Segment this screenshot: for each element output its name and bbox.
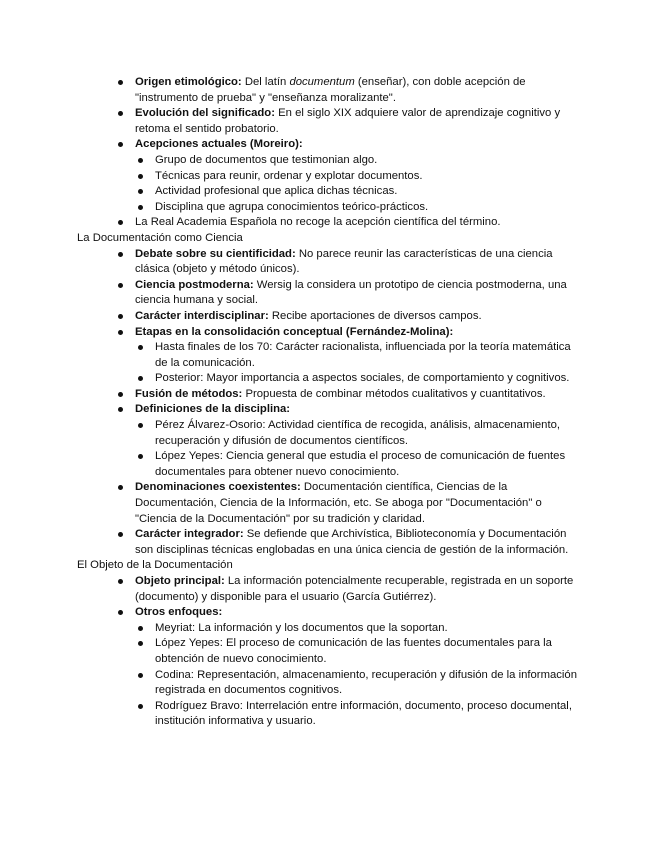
section3-list bbox=[0, 574, 655, 730]
bullet-icon bbox=[118, 314, 123, 319]
sub-list-item: Técnicas para reunir, ordenar y explotar documentos. bbox=[155, 169, 581, 185]
bullet-icon bbox=[138, 158, 143, 163]
list-item: Debate sobre su cientificidad: No parece reunir las características de una ciencia clásica (objeto y método únicos). bbox=[135, 247, 581, 278]
bullet-icon bbox=[118, 252, 123, 257]
section-heading: La Documentación como Ciencia bbox=[77, 231, 243, 244]
sub-list-item: Posterior: Mayor importancia a aspectos sociales, de comportamiento y cognitivos. bbox=[155, 371, 581, 387]
section2-list bbox=[0, 247, 655, 559]
sub-list-item: Grupo de documentos que testimonian algo. bbox=[155, 153, 581, 169]
sublist bbox=[135, 153, 581, 215]
bullet-icon bbox=[118, 283, 123, 288]
bullet-icon bbox=[138, 376, 143, 381]
section1-list bbox=[0, 75, 655, 231]
sub-list-item: Actividad profesional que aplica dichas técnicas. bbox=[155, 184, 581, 200]
sub-list-item: López Yepes: Ciencia general que estudia el proceso de comunicación de fuentes documentales para obtener nuevo conocimiento. bbox=[155, 449, 581, 480]
bullet-icon bbox=[138, 345, 143, 350]
sub-list-item: Hasta finales de los 70: Carácter racionalista, influenciada por la teoría matemática de la comunicación. bbox=[155, 340, 581, 371]
bullet-icon bbox=[118, 579, 123, 584]
list-item: Ciencia postmoderna: Wersig la considera un prototipo de ciencia postmoderna, una ciencia humana y social. bbox=[135, 278, 581, 309]
bullet-icon bbox=[138, 704, 143, 709]
list-item: Objeto principal: La información potencialmente recuperable, registrada en un soporte (documento) y disponible para el usuario (García Gutiérrez). bbox=[135, 574, 581, 605]
bullet-icon bbox=[118, 111, 123, 116]
bullet-icon bbox=[118, 610, 123, 615]
bullet-icon bbox=[138, 423, 143, 428]
bullet-icon bbox=[138, 641, 143, 646]
sublist bbox=[135, 340, 581, 387]
bullet-icon bbox=[118, 407, 123, 412]
list-item: La Real Academia Española no recoge la acepción científica del término. bbox=[135, 215, 581, 231]
bullet-icon bbox=[118, 392, 123, 397]
bullet-icon bbox=[138, 205, 143, 210]
section-heading: El Objeto de la Documentación bbox=[77, 559, 233, 572]
sub-list-item: Pérez Álvarez-Osorio: Actividad científica de recogida, análisis, almacenamiento, recuperación y difusión de documentos científicos. bbox=[155, 418, 581, 449]
list-item: Carácter interdisciplinar: Recibe aportaciones de diversos campos. bbox=[135, 309, 581, 325]
sub-list-item: Codina: Representación, almacenamiento, recuperación y difusión de la información registrada en documentos cognitivos. bbox=[155, 668, 581, 699]
sub-list-item: Disciplina que agrupa conocimientos teórico-prácticos. bbox=[155, 200, 581, 216]
list-item: Otros enfoques: Meyriat: La información y los documentos que la soportan. López Yepes: El proceso de comunicación de las fuentes documentales para la obtención de nuevo conocimiento. Codina: Representación, almacenamiento, recuperación y difusión de la información registrada en documentos cognitivos. Rodríguez Bravo: Interrelación entre información, documento, proceso documental, institución informativa y usuario. bbox=[135, 605, 581, 730]
list-item: Denominaciones coexistentes: Documentación científica, Ciencias de la Documentación, Ciencia de la Información, etc. Se aboga por "Documentación" o "Ciencia de la Documentación" por su tradición y claridad. bbox=[135, 480, 581, 527]
list-item: Origen etimológico: Del latín documentum (enseñar), con doble acepción de "instrumento de prueba" y "enseñanza moralizante". bbox=[135, 75, 581, 106]
sub-list-item: Meyriat: La información y los documentos que la soportan. bbox=[155, 621, 581, 637]
bullet-icon bbox=[118, 485, 123, 490]
list-item: Carácter integrador: Se defiende que Archivística, Biblioteconomía y Documentación son disciplinas técnicas englobadas en una única ciencia de gestión de la información. bbox=[135, 527, 581, 558]
sublist bbox=[135, 418, 581, 480]
bullet-icon bbox=[138, 626, 143, 631]
bullet-icon bbox=[118, 532, 123, 537]
list-item: Evolución del significado: En el siglo XIX adquiere valor de aprendizaje cognitivo y retoma el sentido probatorio. bbox=[135, 106, 581, 137]
bullet-icon bbox=[138, 174, 143, 179]
sublist bbox=[135, 621, 581, 730]
list-item: Etapas en la consolidación conceptual (Fernández-Molina): Hasta finales de los 70: Carácter racionalista, influenciada por la teoría matemática de la comunicación. Posterior: Mayor importancia a aspectos sociales, de comportamiento y cognitivos. bbox=[135, 325, 581, 387]
list-item: Acepciones actuales (Moreiro): Grupo de documentos que testimonian algo. Técnicas para reunir, ordenar y explotar documentos. Actividad profesional que aplica dichas técnicas. Disciplina que agrupa conocimientos teórico-prácticos. bbox=[135, 137, 581, 215]
bullet-icon bbox=[138, 673, 143, 678]
bullet-icon bbox=[118, 220, 123, 225]
bullet-icon bbox=[118, 330, 123, 335]
bullet-icon bbox=[118, 80, 123, 85]
sub-list-item: Rodríguez Bravo: Interrelación entre información, documento, proceso documental, institución informativa y usuario. bbox=[155, 699, 581, 730]
bullet-icon bbox=[118, 142, 123, 147]
list-item: Definiciones de la disciplina: Pérez Álvarez-Osorio: Actividad científica de recogida, análisis, almacenamiento, recuperación y difusión de documentos científicos. López Yepes: Ciencia general que estudia el proceso de comunicación de fuentes documentales para obtener nuevo conocimiento. bbox=[135, 402, 581, 480]
list-item: Fusión de métodos: Propuesta de combinar métodos cualitativos y cuantitativos. bbox=[135, 387, 581, 403]
bullet-icon bbox=[138, 189, 143, 194]
sub-list-item: López Yepes: El proceso de comunicación de las fuentes documentales para la obtención de nuevo conocimiento. bbox=[155, 636, 581, 667]
bullet-icon bbox=[138, 454, 143, 459]
